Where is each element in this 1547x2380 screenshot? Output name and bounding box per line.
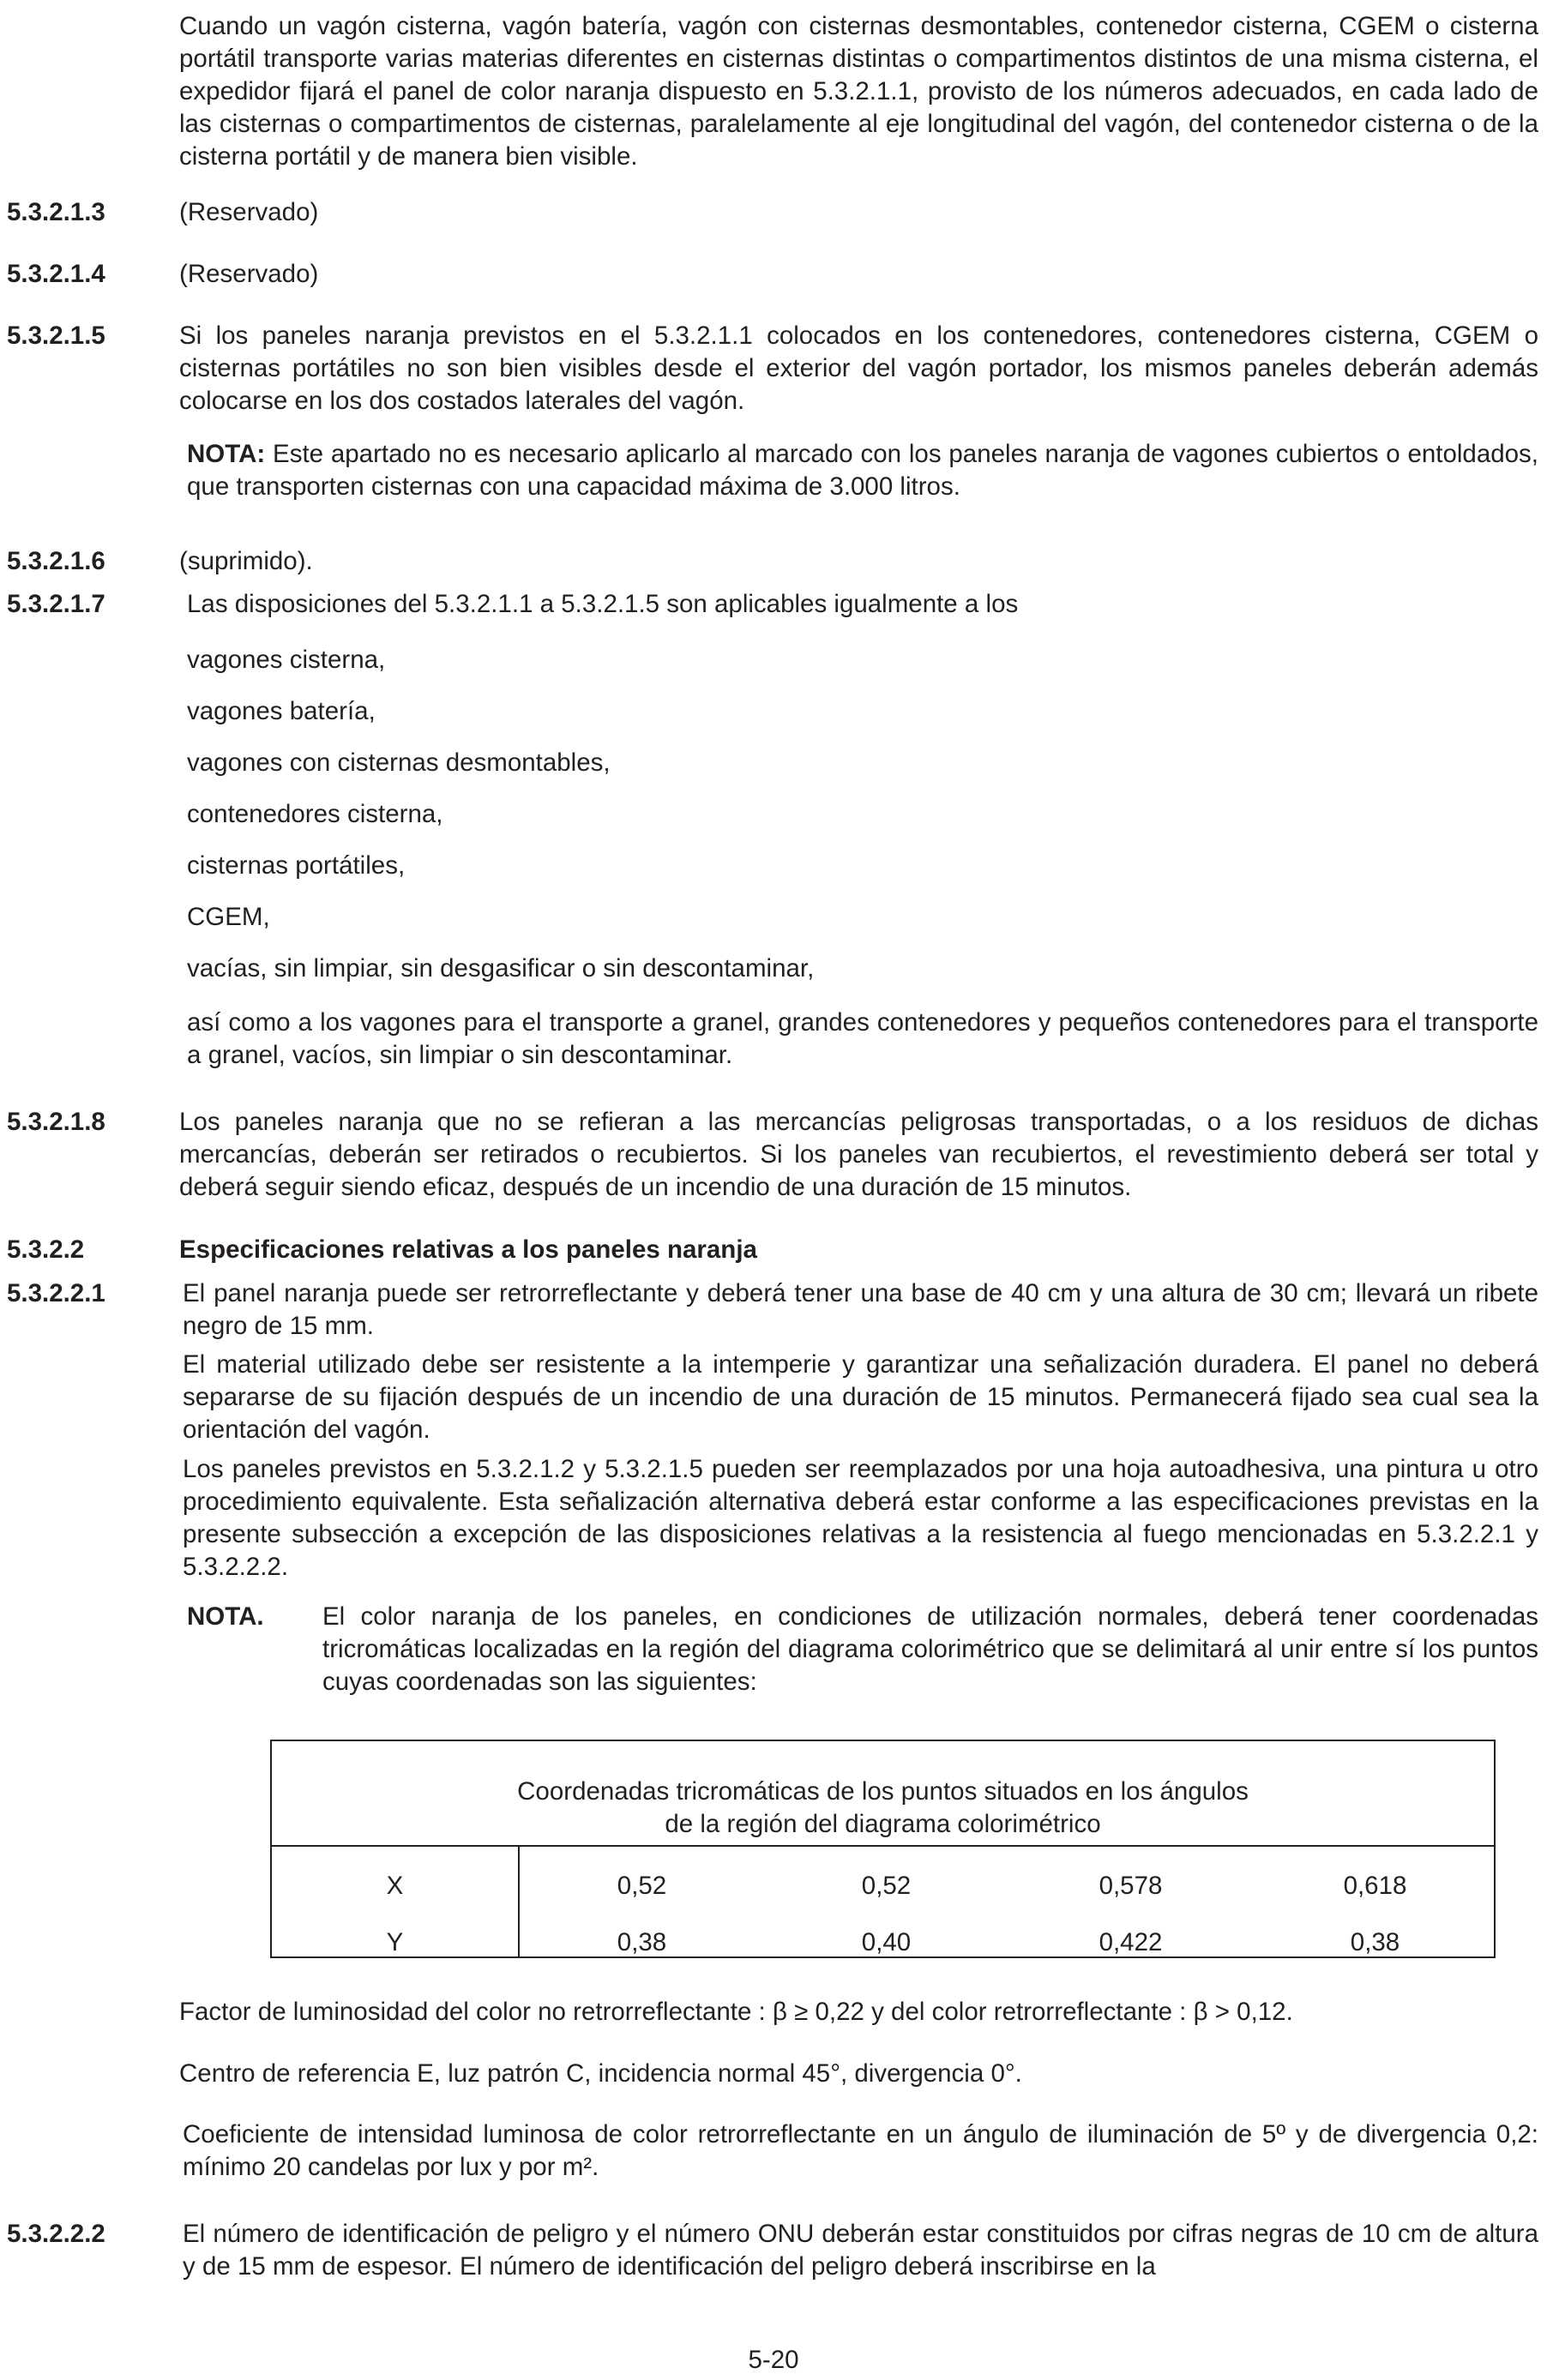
table-cell: 0,422 xyxy=(1099,1928,1163,1956)
section-text-5.3.2.1.5: Si los paneles naranja previstos en el 5.3.2.1.1 colocados en los contenedores, contenedores cisterna, CGEM o cisternas portátiles no son bien visibles desde el exterior del vagón portador, los mismos paneles deberán además colocarse en los dos costados laterales del vagón. xyxy=(179,322,1538,415)
section-closing-5.3.2.1.7: así como a los vagones para el transporte a granel, grandes contenedores y pequeños contenedores para el transporte a granel, vacíos, sin limpiar o sin descontaminar. xyxy=(187,1008,1538,1069)
table-row-label: Y xyxy=(386,1928,404,1956)
table-row-label: X xyxy=(386,1872,404,1900)
table-header-line: de la región del diagrama colorimétrico xyxy=(665,1810,1101,1838)
list-item: vagones cisterna, xyxy=(187,646,386,674)
note-text: El color naranja de los paneles, en condiciones de utilización normales, deberá tener coordenadas tricromáticas localizadas en la región del diagrama colorimétrico que se delimitará al unir entre sí los puntos cuyas coordenadas son las siguientes: xyxy=(322,1602,1538,1696)
table-header-line: Coordenadas tricromáticas de los puntos situados en los ángulos xyxy=(517,1777,1249,1806)
section-text-5.3.2.1.6: (suprimido). xyxy=(179,547,313,575)
section-number-5.3.2.1.8: 5.3.2.1.8 xyxy=(7,1108,105,1136)
paragraph: El material utilizado debe ser resistente a la intemperie y garantizar una señalización duradera. El panel no deberá separarse de su fijación después de un incendio de una duración de 15 minutos. Permanecerá fijado sea cual sea la orientación del vagón. xyxy=(183,1350,1538,1444)
section-number-5.3.2.1.6: 5.3.2.1.6 xyxy=(7,547,105,575)
luminous-intensity-coefficient: Coeficiente de intensidad luminosa de color retrorreflectante en un ángulo de iluminación de 5º y de divergencia 0,2: mínimo 20 candelas por lux y por m². xyxy=(183,2120,1538,2181)
table-divider xyxy=(272,1845,1494,1847)
list-item: cisternas portátiles, xyxy=(187,851,406,880)
chromaticity-table xyxy=(270,1740,1496,1958)
section-text-5.3.2.2.2: El número de identificación de peligro y el número ONU deberán estar constituidos por cifras negras de 10 cm de altura y de 15 mm de espesor. El número de identificación del peligro deberá inscribirse en la xyxy=(183,2220,1538,2281)
table-cell: 0,52 xyxy=(861,1872,912,1900)
table-cell: 0,38 xyxy=(617,1928,667,1956)
reference-conditions: Centro de referencia E, luz patrón C, incidencia normal 45°, divergencia 0°. xyxy=(179,2059,1022,2088)
paragraph: Los paneles previstos en 5.3.2.1.2 y 5.3.2.1.5 pueden ser reemplazados por una hoja autoadhesiva, una pintura u otro procedimiento equivalente. Esta señalización alternativa deberá estar conforme a las especificaciones previstas en la presente subsección a excepción de las disposiciones relativas a la resistencia al fuego mencionadas en 5.3.2.2.1 y 5.3.2.2.2. xyxy=(183,1455,1538,1581)
list-item: vacías, sin limpiar, sin desgasificar o sin descontaminar, xyxy=(187,954,815,983)
section-number-5.3.2.1.7: 5.3.2.1.7 xyxy=(7,590,105,618)
note-label: NOTA: xyxy=(187,440,266,468)
page-number: 5-20 xyxy=(748,2346,799,2374)
section-number-5.3.2.2.1: 5.3.2.2.1 xyxy=(7,1279,105,1307)
table-header xyxy=(272,1776,1494,1841)
section-text-5.3.2.1.4: (Reservado) xyxy=(179,260,319,288)
section-text-5.3.2.1.3: (Reservado) xyxy=(179,198,319,226)
section-heading-5.3.2.2: Especificaciones relativas a los paneles naranja xyxy=(179,1235,757,1264)
note-label: NOTA. xyxy=(187,1602,264,1631)
list-item: vagones batería, xyxy=(187,697,376,725)
intro-paragraph: Cuando un vagón cisterna, vagón batería, vagón con cisternas desmontables, contenedor cisterna, CGEM o cisterna portátil transporte varias materias diferentes en cisternas distintas o compartimentos distintos de una misma cisterna, el expedidor fijará el panel de color naranja dispuesto en 5.3.2.1.1, provisto de los números adecuados, en cada lado de las cisternas o compartimentos de cisternas, paralelamente al eje longitudinal del vagón, del contenedor cisterna o de la cisterna portátil y de manera bien visible. xyxy=(179,12,1538,171)
list-item: contenedores cisterna, xyxy=(187,800,443,828)
paragraph: El panel naranja puede ser retrorreflectante y deberá tener una base de 40 cm y una altura de 30 cm; llevará un ribete negro de 15 mm. xyxy=(183,1279,1538,1340)
section-number-5.3.2.2.2: 5.3.2.2.2 xyxy=(7,2220,105,2248)
note-5.3.2.1.5 xyxy=(187,438,1538,503)
table-cell: 0,52 xyxy=(617,1872,667,1900)
note-text: Este apartado no es necesario aplicarlo al marcado con los paneles naranja de vagones cubiertos o entoldados, que transporten cisternas con una capacidad máxima de 3.000 litros. xyxy=(187,440,1538,501)
list-item: CGEM, xyxy=(187,903,270,931)
list-item: vagones con cisternas desmontables, xyxy=(187,748,611,777)
table-cell: 0,38 xyxy=(1350,1928,1400,1956)
section-text-5.3.2.1.7: Las disposiciones del 5.3.2.1.1 a 5.3.2.1.5 son aplicables igualmente a los xyxy=(187,590,1019,618)
section-text-5.3.2.1.8: Los paneles naranja que no se refieran a las mercancías peligrosas transportadas, o a los residuos de dichas mercancías, deberán ser retirados o recubiertos. Si los paneles van recubiertos, el revestimiento deberá ser total y deberá seguir siendo eficaz, después de un incendio de una duración de 15 minutos. xyxy=(179,1108,1538,1201)
luminance-factor: Factor de luminosidad del color no retrorreflectante : β ≥ 0,22 y del color retrorreflectante : β > 0,12. xyxy=(179,1998,1293,2026)
section-number-5.3.2.1.4: 5.3.2.1.4 xyxy=(7,260,105,288)
table-cell: 0,578 xyxy=(1099,1872,1163,1900)
table-cell: 0,618 xyxy=(1343,1872,1407,1900)
section-number-5.3.2.1.3: 5.3.2.1.3 xyxy=(7,198,105,226)
section-number-5.3.2.1.5: 5.3.2.1.5 xyxy=(7,322,105,350)
table-cell: 0,40 xyxy=(861,1928,912,1956)
section-number-5.3.2.2: 5.3.2.2 xyxy=(7,1235,85,1264)
